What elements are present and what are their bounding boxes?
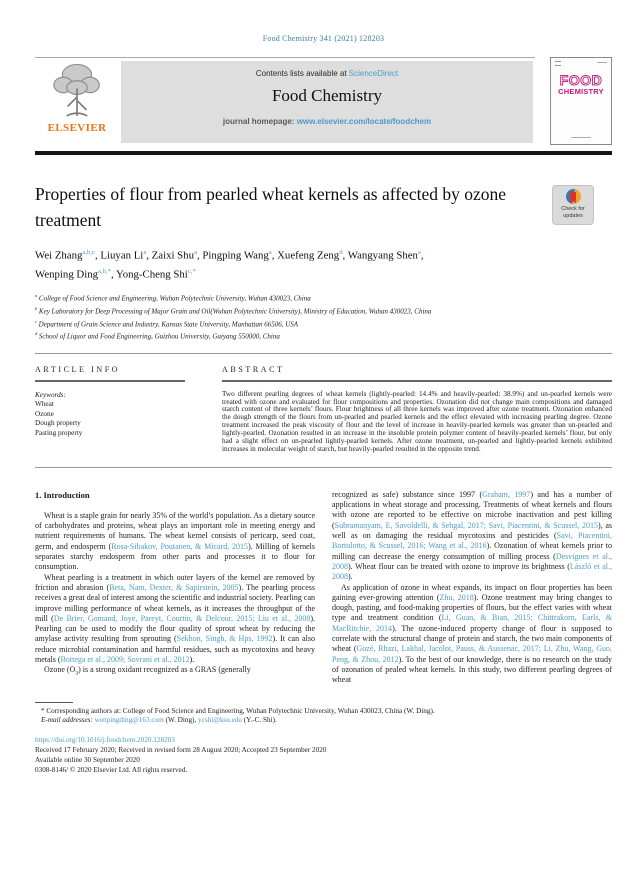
- email-link-ding[interactable]: wenpingding@163.com: [94, 716, 164, 725]
- journal-homepage-link[interactable]: www.elsevier.com/locate/foodchem: [296, 117, 432, 126]
- text-run: Ozone (O: [44, 665, 76, 675]
- text-run: recognized as safe) substance since 1997 (: [332, 489, 483, 499]
- intro-heading: 1. Introduction: [35, 489, 90, 500]
- text-run: E-mail addresses:: [41, 716, 93, 725]
- intro-paragraph-5: [332, 583, 612, 686]
- journal-banner: [121, 61, 533, 143]
- text-run: Wheat is a staple grain for nearly 35% of the world’s population. As a dietary source of carbohydrates and proteins, wheat plays an important role in meeting energy and nutrient requirements of humans. The wheat kernel consists of pericarp, seed coat, germ, and endosperm (: [35, 510, 315, 551]
- text-run: , Wangyang Shen: [342, 249, 418, 262]
- text-run: a: [35, 293, 38, 299]
- text-run: ).: [348, 572, 353, 582]
- keywords-list: [35, 400, 185, 438]
- affiliation-c: [35, 317, 612, 330]
- citation-link[interactable]: a,b,c: [82, 249, 96, 256]
- affiliation-a: [35, 291, 612, 304]
- abstract-heading: ABSTRACT: [222, 365, 285, 375]
- title-row: [35, 181, 612, 233]
- copyright-line: 0308-8146/ © 2020 Elsevier Ltd. All rights reserved.: [35, 765, 188, 774]
- sciencedirect-link[interactable]: ScienceDirect: [348, 69, 399, 78]
- keywords-label: Keywords:: [35, 390, 66, 399]
- cover-title-chemistry: CHEMISTRY: [558, 87, 604, 96]
- text-run: ). Ozone treatment may bring changes to dough, pasting, and food-making properties of flours, but the effect varies with wheat type and treatment condition (: [332, 592, 612, 623]
- cover-corner-mark: [597, 62, 607, 63]
- text-run: ) is a strong oxidant recognized as a GRAS (generally: [78, 665, 251, 675]
- affiliations-block: [35, 291, 612, 342]
- body-column-left: [35, 490, 315, 686]
- text-run: Key Laboratory for Deep Processing of Major Grain and Oil(Wuhan Polytechnic University), Ministry of Education, Wuhan 430023, China: [37, 307, 432, 316]
- citation-link[interactable]: Li, Guan, & Bian, 2015; Chittrakorn, Earls, & MacRitchie, 2014: [332, 613, 612, 633]
- citation-link[interactable]: a: [268, 249, 272, 256]
- elsevier-wordmark: ELSEVIER: [47, 122, 107, 134]
- abstract-column: [222, 365, 612, 454]
- text-run: Wei Zhang: [35, 249, 83, 262]
- section-divider: [35, 467, 612, 468]
- check-updates-badge[interactable]: [552, 185, 594, 225]
- doi-link[interactable]: https://doi.org/10.1016/j.foodchem.2020.128203: [35, 735, 175, 744]
- cover-bottom-mark: [571, 137, 591, 138]
- footnote-rule: [35, 702, 73, 703]
- journal-header: [35, 57, 612, 157]
- text-run: ,: [420, 249, 424, 262]
- section-divider: [35, 353, 612, 354]
- article-title: Properties of flour from pearled wheat kernels as affected by ozone treatment: [35, 184, 507, 230]
- text-run: ) and has a number of applications in wheat storage and processing. Treatments of wheat kernels and flours with ozone are reported to be effective on microbe inactivation and pest killing (: [332, 489, 613, 530]
- journal-ref-line: Food Chemistry 341 (2021) 128203: [262, 34, 385, 43]
- abstract-rule: [222, 380, 612, 382]
- text-run: b: [35, 305, 38, 311]
- text-run: ). Wheat flour can be treated with ozone to improve its brightness (: [348, 561, 570, 571]
- citation-link[interactable]: De Brier, Gomand, Joye, Pareyt, Courtin, & Delcour, 2015; Liu et al., 2008: [53, 613, 311, 623]
- text-run: , Pingping Wang: [196, 249, 269, 262]
- text-run: ). The pearling process receives a great deal of interest among the scientific and industrial society. Pearling can improve milling performance of wheat kernels, as it increases the throughput of the mill (: [35, 582, 316, 623]
- text-run: d: [35, 331, 38, 337]
- text-run: c: [35, 318, 37, 324]
- text-run: As application of ozone in wheat expands, its impact on flour properties has been gaining ever-growing attention (: [332, 582, 612, 602]
- black-divider: [35, 151, 612, 155]
- text-run: (W. Ding),: [163, 716, 199, 725]
- citation-link[interactable]: Graham, 1997: [482, 489, 531, 499]
- keyword-item: Dough property: [35, 419, 81, 428]
- text-run: ). Milling of kernels separates starchy endosperm from other parts and processes it to flour for consumption.: [35, 541, 315, 572]
- journal-title: Food Chemistry: [271, 86, 383, 105]
- citation-link[interactable]: Sekhon, Singh, & Hps, 1992: [176, 634, 273, 644]
- text-run: * Corresponding authors at: College of Food Science and Engineering, Wuhan Polytechnic University, Wuhan 430023, China (W. Ding).: [41, 706, 435, 715]
- footnote-block: [35, 702, 612, 726]
- paper-page: [0, 34, 642, 775]
- citation-link[interactable]: Savi, Piacentini, Bortolotto, & Scussel, 2016; Wang et al., 2016: [332, 531, 612, 551]
- authors-line: [35, 245, 580, 282]
- body-column-right: [332, 490, 612, 686]
- citation-link[interactable]: Bottega et al., 2009; Sovrani et al., 2012: [60, 655, 190, 665]
- text-run: Wheat pearling is a treatment in which outer layers of the kernel are removed by friction and abrasion (: [35, 572, 315, 592]
- citation-link[interactable]: d: [339, 249, 343, 256]
- text-run: Wenping Ding: [35, 268, 99, 281]
- text-run: Contents lists available at: [255, 69, 349, 78]
- text-run: College of Food Science and Engineering, Wuhan Polytechnic University, Wuhan 430023, China: [37, 294, 311, 303]
- cover-corner-mark: [555, 61, 561, 66]
- email-note: [35, 716, 612, 726]
- info-abstract-section: [35, 365, 612, 454]
- header-top-divider: [35, 57, 535, 58]
- affiliation-b: [35, 304, 612, 317]
- elsevier-logo[interactable]: [37, 61, 117, 134]
- text-run: , Liuyan Li: [95, 249, 144, 262]
- article-info-column: [35, 365, 185, 454]
- citation-link[interactable]: c,*: [187, 267, 196, 275]
- affiliation-d: [35, 329, 612, 342]
- journal-cover-thumbnail[interactable]: [550, 57, 612, 145]
- text-run: ). To the best of our knowledge, there is no research on the study of ozonation of pealed wheat kernels. In this study, two different pearling degrees of wheat: [332, 654, 613, 685]
- article-info-heading: ARTICLE INFO: [35, 365, 121, 375]
- text-run: School of Liquor and Food Engineering, Guizhou University, Guiyang 550000, China: [37, 332, 280, 341]
- intro-paragraph-4: [332, 490, 612, 583]
- citation-link[interactable]: László et al., 2008: [332, 561, 612, 582]
- email-link-shi[interactable]: ycshi@ksu.edu: [198, 716, 242, 725]
- citation-link[interactable]: Desvignes et al., 2008: [332, 551, 612, 571]
- article-info-rule: [35, 380, 185, 382]
- keyword-item: Pasting property: [35, 429, 83, 437]
- citation-link[interactable]: a: [417, 249, 421, 256]
- keyword-item: Wheat: [35, 400, 54, 409]
- citation-link[interactable]: Rosa-Sibakov, Poutanen, & Micard, 2015: [111, 541, 249, 551]
- text-run: ). Pearling can be used to modify the flour quality of sprout wheat by reducing the amylase activity resulting from sprouting (: [35, 613, 315, 644]
- homepage-line: [121, 117, 533, 126]
- elsevier-tree-icon: [51, 61, 103, 121]
- footer-block: [35, 735, 612, 775]
- contents-line: [121, 69, 533, 78]
- keyword-item: Ozone: [35, 409, 54, 418]
- citation-link[interactable]: Gozé, Rhazi, Lakhal, Jacolot, Pauss, & Aussenac, 2017; Li, Zhu, Wang, Guo, Peng, & Zhou, 2012: [332, 644, 613, 664]
- available-line: Available online 30 September 2020: [35, 755, 140, 764]
- text-run: ), as well as on damaging the residual mycotoxins and pesticides (: [332, 520, 613, 541]
- citation-link[interactable]: Zhu, 2018: [439, 592, 474, 602]
- text-run: ). Ozonation of wheat kernels prior to milling can decrease the energy consumption of milling process (: [332, 541, 612, 561]
- received-line: Received 17 February 2020; Received in revised form 28 August 2020; Accepted 23 September 2020: [35, 745, 327, 754]
- citation-link[interactable]: Subramanyam, E, Savoldelli, & Sehgal, 2017; Savi, Piacentini, & Scussel, 2015: [334, 520, 598, 530]
- cover-title-food: FOOD: [559, 72, 603, 88]
- intro-paragraph-1: [35, 511, 315, 573]
- text-run: journal homepage:: [222, 117, 297, 126]
- text-run: 3: [75, 670, 79, 677]
- corresponding-note: [35, 707, 612, 717]
- text-run: ).: [189, 655, 195, 665]
- body-columns: [35, 490, 612, 686]
- text-run: , Xuefeng Zeng: [271, 249, 340, 262]
- text-run: ). It can also reduce microbial contamination and harmful residues, such as mycotoxins and heavy metals (: [35, 634, 315, 665]
- badge-label: Check for updates: [561, 206, 585, 219]
- crossmark-icon: [566, 189, 581, 204]
- citation-link[interactable]: a: [193, 249, 197, 256]
- citation-link[interactable]: Beta, Nam, Dexter, & Sapirstein, 2005: [109, 582, 239, 592]
- abstract-text: Two different pearling degrees of wheat kernels (lightly-pearled: 14.4% and heavily-pearled: 38.9%) and un-pearled kernels were treated with ozone and evaluated for flour compositions and properties. Ozonation did not change main compositions and damaged starch content of three kernels’ flours. Flour brightness of all three kernels was improved after ozone treatment. Ozonation enhanced the dough strength of the flours from un-pearled and pearled kernels and the effect elevated with increasing pearling degree. Ozone treatment increased the peak viscosity of flour and the level of increase in heavily-pearled kernels was greater than un-pearled and lightly-pearled. Ozonation resulted in an increase in the insoluble protein polymer content of heavily-pearled kernels’ flour, but only had a slight effect on un-pearled lightly-pearled kernels. After ozone treatment, un-pearled and lightly-pearled kernels exhibited increases in molecular weight of starch, but heavily-pearled resulted in the opposite trend.: [222, 389, 612, 453]
- intro-paragraph-2: [35, 573, 315, 666]
- intro-paragraph-3: [35, 665, 315, 679]
- citation-link[interactable]: a: [143, 249, 147, 256]
- text-run: Department of Grain Science and Industry, Kansas State University, Manhattan 66506, USA: [36, 319, 299, 328]
- text-run: (Y.-C. Shi).: [241, 716, 277, 725]
- text-run: , Yong-Cheng Shi: [111, 268, 188, 281]
- citation-link[interactable]: a,b,*: [98, 267, 112, 275]
- text-run: , Zaixi Shu: [146, 249, 194, 262]
- text-run: ). The ozone-induced property change of flour is supposed to correlate with the structural change of protein and starch, the two main components of wheat (: [332, 623, 612, 654]
